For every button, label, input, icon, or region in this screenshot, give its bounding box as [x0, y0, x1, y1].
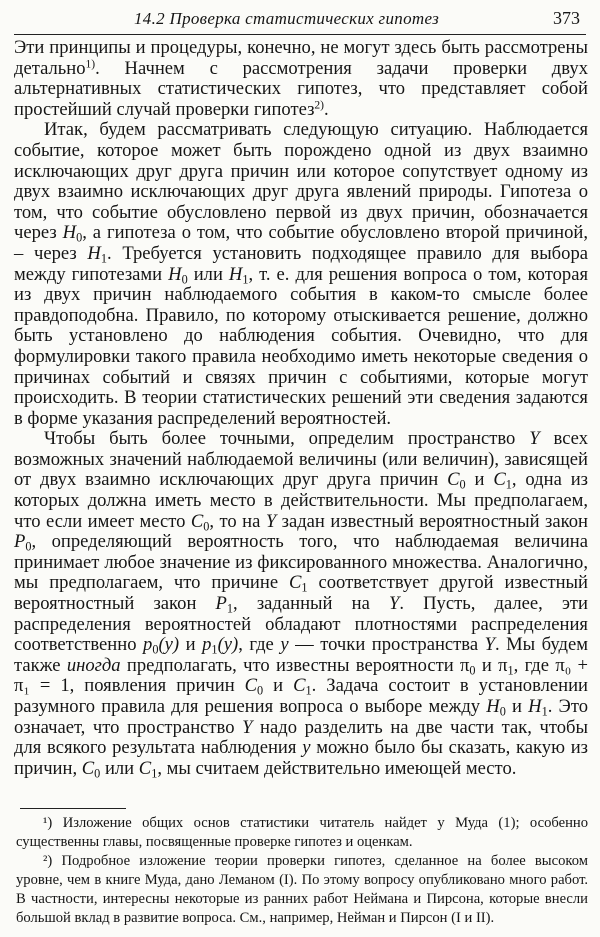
paragraph-1: Эти принципы и процедуры, конечно, не могут здесь быть рассмотрены детально$^{1)}$. Начнем с рассмотрения задачи проверки двух альтернативных статистических гипотез, что представляет собой простейший случай проверки гипотез$^{2)}$.	[14, 37, 588, 120]
main-text	[14, 38, 588, 779]
footnote-2-mark: ²)	[43, 853, 53, 869]
equation-pi-sum: π₀ + π₁ = 1	[14, 654, 588, 697]
footnote-2: ²) Подробное изложение теории проверки гипотез, сделанное на более высоком уровне, чем в книге Муда, дано Леманом (I). По этому вопросу опубликовано много работ. В частности, интересны некоторые из ранних работ Неймана и Пирсона, которые внесли большой вклад в развитие вопроса. См., например, Нейман и Пирсон (I и II).	[16, 853, 588, 926]
page-number: 373	[553, 8, 580, 28]
footnote-1-mark: ¹)	[43, 815, 53, 831]
emphasis-inogda: иногда	[66, 654, 121, 676]
footnote-ref-2[interactable]: 2)	[314, 99, 325, 112]
running-header	[14, 4, 586, 35]
footnote-ref-1[interactable]: 1)	[85, 58, 96, 71]
footnote-1: ¹) Изложение общих основ статистики читатель найдет у Муда (1); особенно существенны главы, посвященные проверке гипотез и оценкам.	[16, 815, 588, 850]
paragraph-2: Итак, будем рассматривать следующую ситуацию. Наблюдается событие, которое может быть порождено одной из двух взаимно исключающих друг друга причин или которое сопутствует одному из двух взаимно исключающих друг друга явлений природы. Гипотеза о том, что событие обусловлено первой из двух причин, обозначается через $H_0$, а гипотеза о том, что событие обусловлено второй причиной, – через $H_1$. Требуется установить подходящее правило для выбора между гипотезами $H_0$ или $H_1$, т. е. для решения вопроса о том, которая из двух причин наблюдаемого события в каком-то смысле более правдоподобна. Правило, по которому отыскивается решение, должно быть установлено до наблюдения события. Очевидно, что для формулировки такого правила необходимо иметь некоторые сведения о причинах событий и связях причин с событиями, которые могут происходить. В теории статистических решений эти сведения задаются в форме указания распределений вероятностей.	[14, 119, 588, 429]
footnotes	[16, 814, 588, 928]
paragraph-3: Чтобы быть более точными, определим пространство Y всех возможных значений наблюдаемой величины (или величин), зависящей от двух взаимно исключающих друг друга причин $C_0$ и $C_1$, одна из которых должна иметь место в действительности. Мы предполагаем, что если имеет место $C_0$, то на Y задан известный вероятностный закон $P_0$, определяющий вероятность того, что наблюдаемая величина принимает любое значение из фиксированного множества. Аналогично, мы предполагаем, что причине $C_1$ соответствует другой известный вероятностный закон $P_1$, заданный на Y. Пусть, далее, эти распределения вероятностей обладают плотностями распределения соответственно $p_0(y)$ и $p_1(y)$, где y — точки пространства Y. Мы будем также иногда предполагать, что известны вероятности $\pi_0$ и $\pi_1$, где π₀ + π₁ = 1, появления причин $C_0$ и $C_1$. Задача состоит в установлении разумного правила для решения вопроса о выборе между $H_0$ и $H_1$. Это означает, что пространство Y надо разделить на две части так, чтобы для всякого результата наблюдения y можно было бы сказать, какую из причин, $C_0$ или $C_1$, мы считаем действительно имеющей место.	[14, 428, 589, 781]
footnote-separator	[20, 808, 126, 809]
running-title: 14.2 Проверка статистических гипотез	[134, 9, 439, 28]
